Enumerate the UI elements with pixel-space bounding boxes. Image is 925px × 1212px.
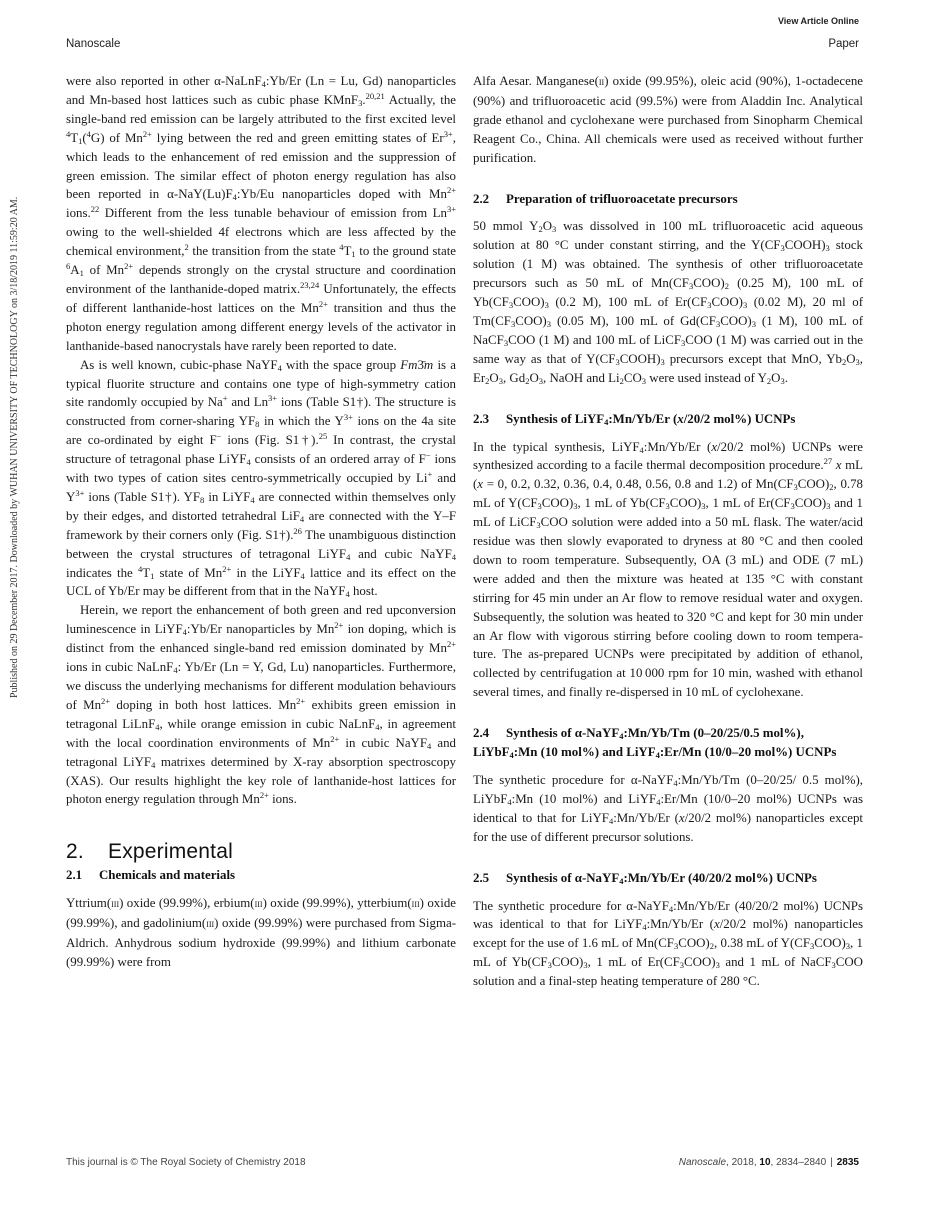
paragraph-synthesis-nayf4-tm: The synthetic procedure for α-NaYF$_4$:Mn/Yb/Tm (0–20/25/ 0.5 mol%), LiYbF$_4$:Mn (10 mol%) and LiYF$_4$:Er/Mn (10/0–20 mol%) UCNPs was identical to that for LiYF$_4$:Mn/Yb/Er (x/20/2 mol%) nanoparticles except for the use of different precursor solutions. (473, 773, 864, 844)
left-column (66, 72, 456, 972)
page-number: 2835 (836, 1157, 859, 1168)
paragraph-precursors: 50 mmol $Y_2O_3$ was dissolved in 100 mL trifluoroacetic acid aqueous solution at 80 °C under constant stirring, and the $Y(CF_3COOH)_3$ stock solution (1 M) was obtained. The synthesis of other trifluoroacetate precursors such as 50 mL of $Mn(CF_3COO)_2$ (0.25 M), 100 mL of $Yb(CF_3COO)_3$ (0.2 M), 100 mL of $Er(CF_3COO)_3$ (0.02 M), 20 ml of $Tm(CF_3COO)_3$ (0.05 M), 100 mL of $Gd(CF_3COO)_3$ (1 M), 100 mL of NaCF$_3$COO (1 M) and 100 mL of LiCF$_3$COO (1 M) was carried out in the same way as that of $Y(CF_3COOH)_3$ precursors except that MnO, $Yb_2O_3$, $Er_2O_3$, $Gd_2O_3$, NaOH and $Li_2CO_3$ were used instead of $Y_2O_3$. (473, 219, 864, 386)
paragraph-intro-3: Herein, we report the enhancement of both green and red upconversion luminescence in LiYF$_4$:Yb/Er nanoparticles by $Mn^{2+}$ ion doping, which is distinct from the enhanced single-band red emission dominated by $Mn^{2+}$ ions in cubic NaLnF$_4$: Yb/Er (Ln = Y, Gd, Lu) nanoparticles. Furthermore, we discuss the underlying mechanisms for different modulation behaviours of $Mn^{2+}$ doping in both host lattices. $Mn^{2+}$ exhibits green emission in tetragonal LiLnF$_4$, while orange emission in cubic NaLnF$_4$, in agreement with the local coordination environments of $Mn^{2+}$ in cubic NaYF$_4$ and tetragonal LiYF$_4$ matrixes determined by X-ray absorption spectroscopy (XAS). Our results highlight the key role of lanthanide-host lattices for photon energy regulation through $Mn^{2+}$ ions. (66, 603, 456, 807)
footer-copyright: This journal is © The Royal Society of Chemistry 2018 (66, 1157, 306, 1168)
section-heading-experimental: 2. Experimental (66, 840, 233, 864)
footer-volume: 10 (759, 1157, 771, 1168)
view-article-online-link[interactable]: View Article Online (777, 16, 859, 26)
paragraph-intro-1: were also reported in other α-NaLnF$_4$:Yb/Er (Ln = Lu, Gd) nanoparticles and Mn-based host lattices such as cubic phase KMnF$_3$.$^{20,21}$ Actually, the single-band red emission can be largely attributed to the first excited level $^4T_1(^4G)$ of $Mn^{2+}$ lying between the red and green emitting states of $Er^{3+}$, which leads to the enhancement of red emission and the suppression of green emission. The similar effect of photon energy regulation has also been reported in $\alpha-NaY(Lu)F_4:Yb/Eu$ nanoparticles doped with $Mn^{2+}$ ions.$^{22}$ Different from the less tunable behaviour of emission from $Ln^{3+}$ owing to the well-shielded 4f electrons which are less affected by the chemical environment,$^2$ the transition from the state $^4T_1$ to the ground state $^6A_1$ of $Mn^{2+}$ depends strongly on the crystal structure and coordination environment of the lanthanide-doped matrix.$^{23,24}$ Unfortunately, the effects of different lanthanide-host lattices on the $Mn^{2+}$ transition and thus the photon energy regulation among different energy levels of the activator in lanthanide-based nanocrystals have rarely been reported to date. (66, 74, 457, 353)
subsection-heading-2-1: 2.1 Chemicals and materials (66, 868, 236, 883)
right-column (473, 72, 863, 991)
paragraph-synthesis-liyf4: In the typical synthesis, LiYF$_4$:Mn/Yb/Er (x/20/2 mol%) UCNPs were synthesized according to a facile thermal decomposition procedure.$^{27}$ x mL (x = 0, 0.2, 0.32, 0.36, 0.4, 0.48, 0.56, 0.8 and 1.2) of $Mn(CF_3COO)_2$, 0.78 mL of $Y(CF_3COO)_3$, 1 mL of $Yb(CF_3COO)_3$, 1 mL of $Er(CF_3COO)_3$ and 1 mL of LiCF$_3$COO solution were added into a 50 mL flask. The water/acid residue was then slowly evaporated to dryness at 80 °C and then cooled down to room temperature. Subsequently, OA (3 mL) and ODE (7 mL) were added and then the mixture was heated at 135 °C with constant stirring for 45 min under an Ar flow to remove residual water and oxygen. Subsequently, the solution was heated to 320 °C and kept for 30 min under an Ar flow with vigorous stirring before cooling down to room temperature. The as-prepared UCNPs were precipitated by addition of ethanol, collected by centrifugation at 10 000 rpm for 10 min, washed with ethanol several times, and finally re-dispersed in 10 mL of cyclohexane. (473, 439, 863, 700)
paragraph-synthesis-nayf4-er: The synthetic procedure for α-NaYF$_4$:Mn/Yb/Er (40/20/2 mol%) UCNPs was identical to that for LiYF$_4$:Mn/Yb/Er (x/20/2 mol%) nanoparticles except for the use of 1.6 mL of $Mn(CF_3COO)_2$, 0.38 mL of $Y(CF_3COO)_3$, 1 mL of $Yb(CF_3COO)_3$, 1 mL of $Er(CF_3COO)_3$ and 1 mL of NaCF$_3$COO solution and a final-step heating temperature of 280 °C. (473, 898, 864, 989)
footer-separator: | (830, 1157, 833, 1168)
footer-journal: Nanoscale (678, 1157, 727, 1168)
paragraph-chemicals: Yttrium(iii) oxide (99.99%), erbium(iii) oxide (99.99%), ytterbium(iii) oxide (99.99%), and gadolinium(iii) oxide (99.99%) were purchased from Sigma-Aldrich. Anhydrous sodium hydroxide (99.99%) and lithium carbonate (99.99%) were from (66, 896, 456, 969)
paragraph-intro-2: As is well known, cubic-phase NaYF$_4$ with the space group Fm3̄m is a typical fluorite structure and contains one type of high-symmetry cation site randomly occupied by Na+ and $Ln^{3+}$ ions (Table S1†). The structure is constructed from corner-sharing $YF_8$ in which the $Y^{3+}$ ions on the 4a site are co-ordinated by eight F− ions (Fig. S1†).$^{25}$ In contrast, the crystal structure of tetragonal phase LiYF$_4$ consists of an ordered array of F− ions with two types of cation sites centro-symmetrically occupied by Li+ and $Y^{3+}$ ions (Table S1†). $YF_8$ in LiYF$_4$ are connected within themselves only by their edges, and distorted tetrahedral LiF$_4$ are connected with the Y–F framework by their corners only (Fig. S1†).$^{26}$ The unambiguous distinction between the crystal structures of tetragonal LiYF$_4$ and cubic NaYF$_4$ indicates the $^4T_1$ state of $Mn^{2+}$ in the LiYF$_4$ lattice and its effect on the UCL of Yb/Er may be different from that in the NaYF$_4$ host. (66, 357, 457, 600)
subsection-heading-2-5: 2.5 Synthesis of α-NaYF$_4$:Mn/Yb/Er (40/20/2 mol%) UCNPs (473, 870, 817, 886)
subsection-heading-2-2: 2.2 Preparation of trifluoroacetate precursors (473, 191, 738, 206)
footer-pages: 2834–2840 (776, 1157, 827, 1168)
subsection-heading-2-4: 2.4 Synthesis of α-NaYF$_4$:Mn/Yb/Tm (0–20/25/0.5 mol%), LiYbF$_4$:Mn (10 mol%) and LiYF$_4$:Er/Mn (10/0–20 mol%) UCNPs (473, 726, 837, 761)
paragraph-chemicals-cont: Alfa Aesar. Manganese(ii) oxide (99.95%), oleic acid (90%), 1-octadecene (90%) and trifluoroacetic acid (99.5%) were from Aladdin Inc. Analytical grade ethanol and cyclohexane were purchased from Sinopharm Chemical Reagent Co., China. All chemicals were used as received without further purification. (473, 74, 863, 165)
footer-year: 2018 (731, 1157, 754, 1168)
footer-citation: Nanoscale, 2018, 10, 2834–2840 | 2835 (678, 1157, 859, 1168)
subsection-heading-2-3: 2.3 Synthesis of LiYF$_4$:Mn/Yb/Er (x/20/2 mol%) UCNPs (473, 411, 796, 427)
running-head-journal: Nanoscale (66, 38, 121, 50)
download-notice (8, 38, 22, 698)
running-head-article-type: Paper (828, 38, 859, 50)
download-notice-text: Published on 29 December 2017. Downloaded by WUHAN UNIVERSITY OF TECHNOLOGY on 3/18/2019 11:59:20 AM. (9, 196, 20, 698)
